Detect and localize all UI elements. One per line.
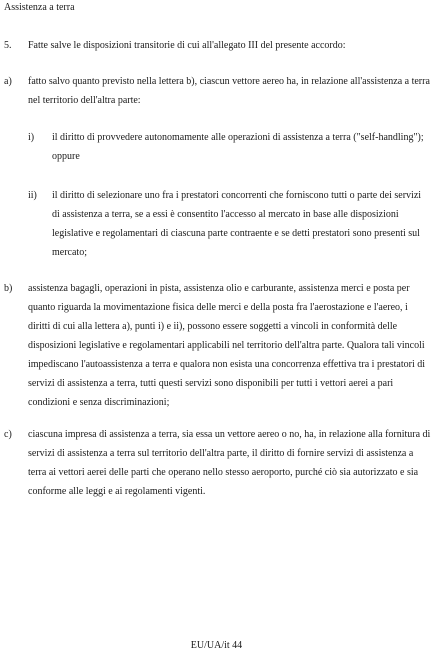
item-c-text: ciascuna impresa di assistenza a terra, sia essa un vettore aereo o no, ha, in relazione alla fornitura di servizi di assistenza a terra sul territorio dell'altra parte, il diritto di fornire servizi di assistenza a terra ai vettori aerei delle parti che operano nello stesso aeroporto, purché ciò sia autorizzato e sia conforme alle leggi e ai regolamenti vigenti. (28, 429, 431, 497)
item-a-text: fatto salvo quanto previsto nella lettera b), ciascun vettore aereo ha, in relazione all'assistenza a terra nel territorio dell'altra parte: (28, 76, 430, 106)
item-a-ii-text: il diritto di selezionare uno fra i prestatori concorrenti che forniscono tutti o parte dei servizi di assistenza a terra, se a essi è consentito l'accesso al mercato in base alle disposizioni legislative e regolamentari di ciascuna parte contraente e se detti prestatori sono presenti sul mercato; (52, 190, 422, 258)
section-title: Assistenza a terra (4, 2, 75, 13)
item-b-text: assistenza bagagli, operazioni in pista, assistenza olio e carburante, assistenza merci e posta per quanto riguarda la movimentazione fisica delle merci e della posta fra l'aerostazione e l'aereo, i diritti di cui alla lettera a), punti i) e ii), possono essere soggetti a vincoli in conformità delle disposizioni legislative e regolamentari applicabili nel territorio dell'altra parte. Qualora tali vincoli impediscano l'autoassistenza a terra e qualora non esista una concorrenza effettiva tra i prestatori di servizi di assistenza a terra, tutti questi servizi sono disponibili per tutti i vettori aerei a pari condizioni e senza discriminazioni; (28, 283, 426, 408)
item-a-i-marker: i) (28, 132, 35, 143)
item-a-ii-marker: ii) (28, 190, 37, 201)
item-a-i-text: il diritto di provvedere autonomamente alle operazioni di assistenza a terra ("self-handling"); oppure (52, 132, 424, 162)
item-c-marker: c) (4, 429, 12, 440)
paragraph-5-text: Fatte salve le disposizioni transitorie di cui all'allegato III del presente accordo: (28, 40, 346, 51)
item-b-marker: b) (4, 283, 13, 294)
item-a-marker: a) (4, 76, 12, 87)
paragraph-5-marker: 5. (4, 40, 12, 51)
page-footer: EU/UA/it 44 (190, 640, 243, 651)
